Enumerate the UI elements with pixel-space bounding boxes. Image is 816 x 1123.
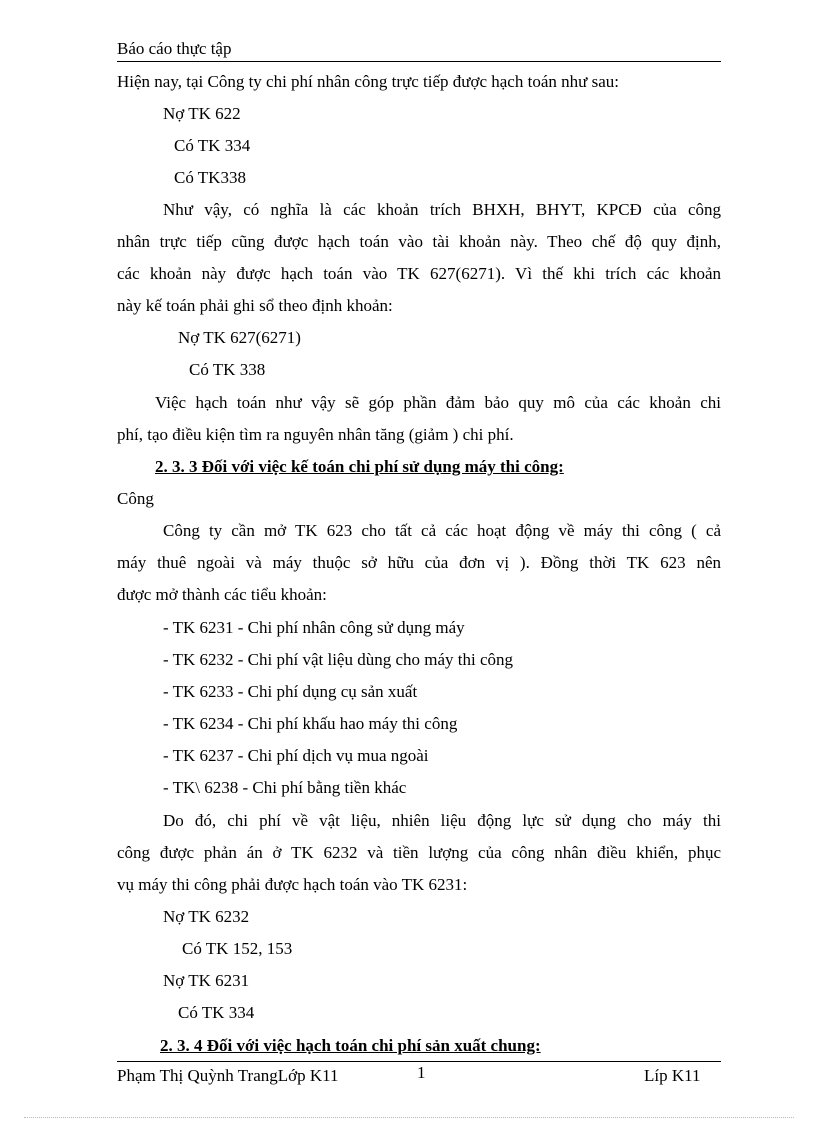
paragraph-line: phí, tạo điều kiện tìm ra nguyên nhân tăng (giảm ) chi phí. bbox=[117, 425, 514, 444]
footer-page-number: 1 bbox=[417, 1063, 426, 1082]
page-edge-divider bbox=[24, 1117, 794, 1118]
paragraph-line: máy thuê ngoài và máy thuộc sở hữu của đơn vị ). Đồng thời TK 623 nên bbox=[117, 553, 721, 572]
paragraph-line: các khoản này được hạch toán vào TK 627(6271). Vì thế khi trích các khoản bbox=[117, 264, 721, 283]
footer-rule bbox=[117, 1061, 721, 1062]
entry-debit-622: Nợ TK 622 bbox=[163, 104, 241, 123]
section-heading-234: 2. 3. 4 Đối với việc hạch toán chi phí sản xuất chung: bbox=[160, 1036, 541, 1055]
entry-credit-334b: Có TK 334 bbox=[178, 1003, 255, 1022]
list-item: - TK 6237 - Chi phí dịch vụ mua ngoài bbox=[163, 746, 429, 765]
list-item: - TK 6234 - Chi phí khấu hao máy thi công bbox=[163, 714, 458, 733]
list-item: - TK 6233 - Chi phí dụng cụ sản xuất bbox=[163, 682, 418, 701]
paragraph-intro: Hiện nay, tại Công ty chi phí nhân công trực tiếp được hạch toán như sau: bbox=[117, 72, 619, 91]
entry-debit-6231: Nợ TK 6231 bbox=[163, 971, 250, 990]
stray-word: Công bbox=[117, 489, 154, 508]
entry-credit-334: Có TK 334 bbox=[174, 136, 251, 155]
list-item: - TK 6231 - Chi phí nhân công sử dụng máy bbox=[163, 618, 465, 637]
paragraph-line: nhân trực tiếp cũng được hạch toán vào tài khoản này. Theo chế độ quy định, bbox=[117, 232, 721, 251]
entry-credit-338b: Có TK 338 bbox=[189, 360, 266, 379]
paragraph-line: Công ty cần mở TK 623 cho tất cả các hoạt động về máy thi công ( cả bbox=[163, 521, 721, 540]
footer-class: Líp K11 bbox=[644, 1066, 701, 1085]
entry-debit-6232: Nợ TK 6232 bbox=[163, 907, 250, 926]
paragraph-line: vụ máy thi công phải được hạch toán vào TK 6231: bbox=[117, 875, 468, 894]
paragraph-line: công được phản án ở TK 6232 và tiền lượng của công nhân điều khiển, phục bbox=[117, 843, 721, 862]
header-rule bbox=[117, 61, 721, 62]
entry-credit-152-153: Có TK 152, 153 bbox=[182, 939, 293, 958]
paragraph-line: Việc hạch toán như vậy sẽ góp phần đảm bảo quy mô của các khoản chi bbox=[155, 393, 721, 412]
list-item: - TK 6232 - Chi phí vật liệu dùng cho máy thi công bbox=[163, 650, 514, 669]
footer-author: Phạm Thị Quỳnh TrangLớp K11 bbox=[117, 1066, 339, 1085]
entry-debit-627: Nợ TK 627(6271) bbox=[178, 328, 301, 347]
entry-credit-338: Có TK338 bbox=[174, 168, 246, 187]
section-heading-233: 2. 3. 3 Đối với việc kế toán chi phí sử dụng máy thi công: bbox=[155, 457, 564, 476]
paragraph-line: được mở thành các tiểu khoản: bbox=[117, 585, 327, 604]
page-header-title: Báo cáo thực tập bbox=[117, 39, 232, 58]
paragraph-line: này kế toán phải ghi sổ theo định khoản: bbox=[117, 296, 393, 315]
paragraph-line: Như vậy, có nghĩa là các khoản trích BHXH, BHYT, KPCĐ của công bbox=[163, 200, 721, 219]
list-item: - TK\ 6238 - Chi phí bằng tiền khác bbox=[163, 778, 407, 797]
paragraph-line: Do đó, chi phí về vật liệu, nhiên liệu động lực sử dụng cho máy thi bbox=[163, 811, 721, 830]
